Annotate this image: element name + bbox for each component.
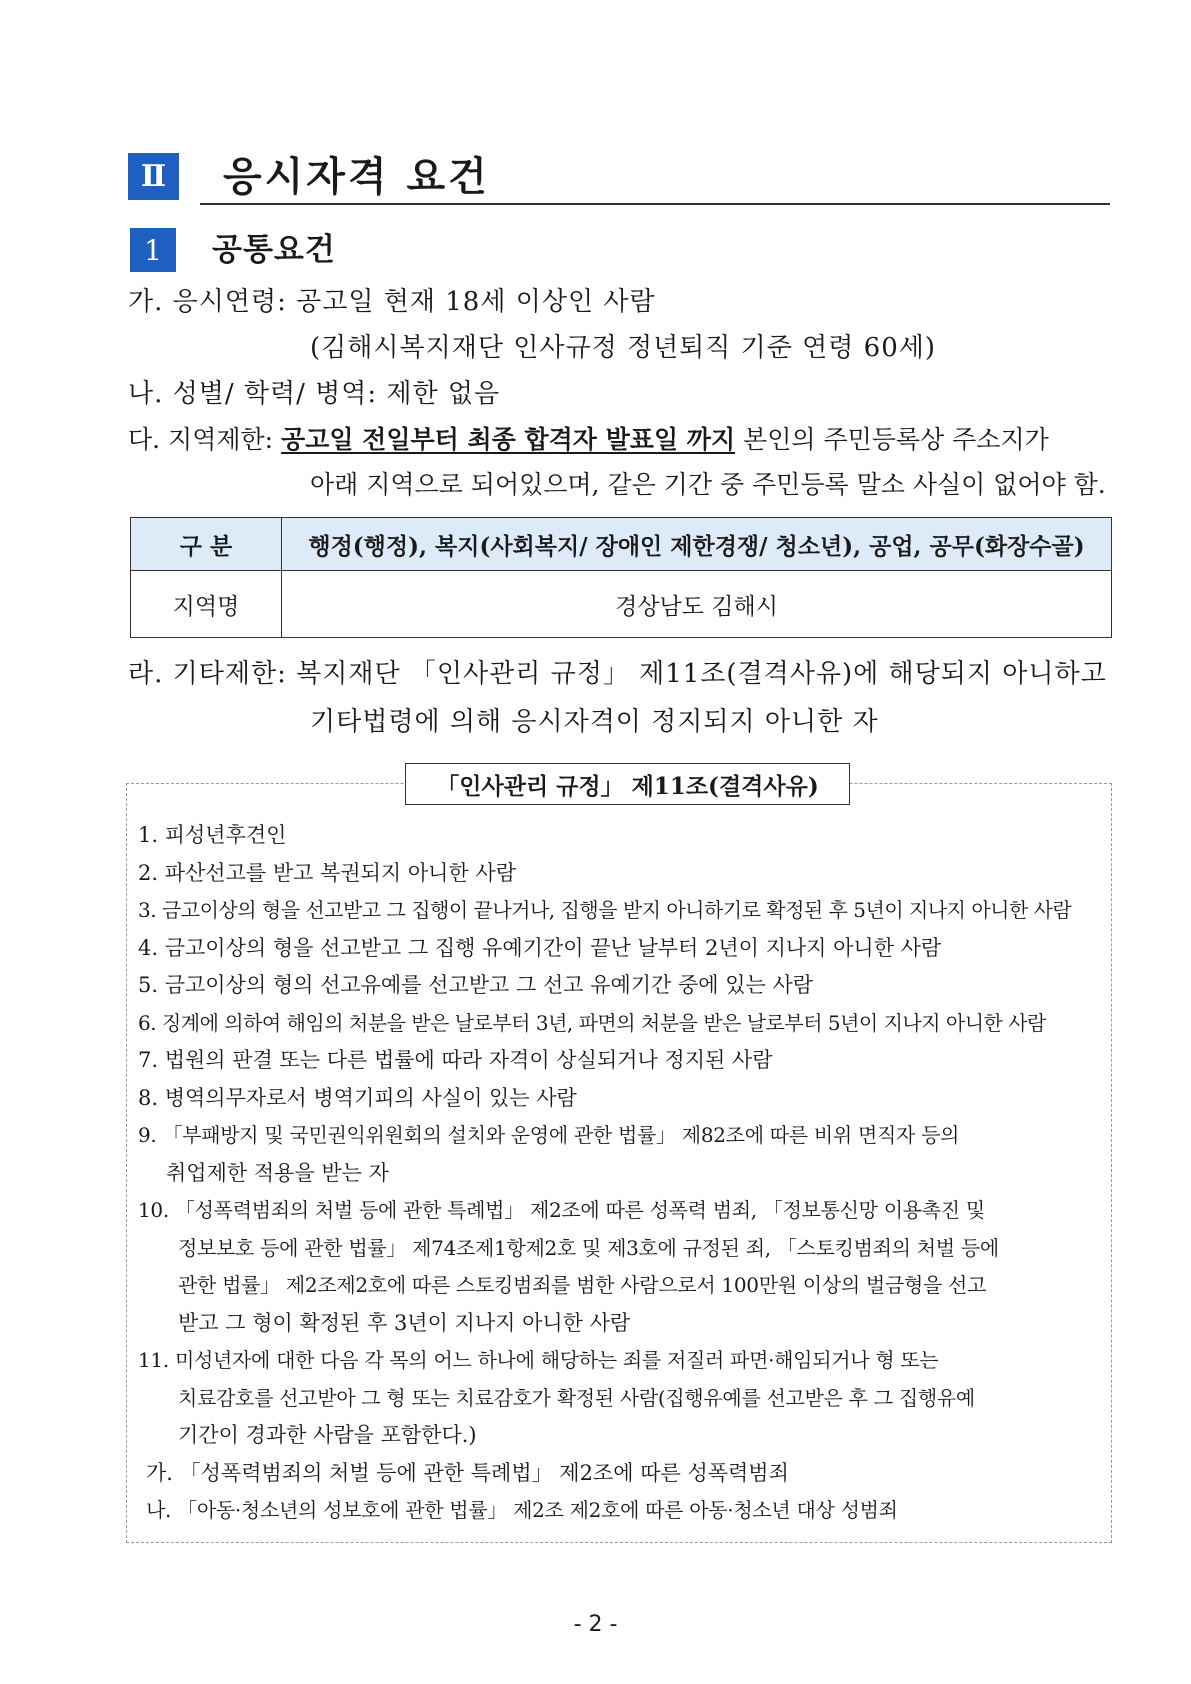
section-number-badge: Ⅱ [128, 153, 179, 200]
regulation-item: 9. 「부패방지 및 국민권익위원회의 설치와 운영에 관한 법률」 제82조에 따른 비위 면직자 등의 [138, 1123, 960, 1147]
regulation-item: 10. 「성폭력범죄의 처벌 등에 관한 특례법」 제2조에 따른 성폭력 범죄, 「정보통신망 이용촉진 및 [138, 1198, 985, 1222]
other-requirement: 라. 기타제한: 복지재단 「인사관리 규정」 제11조(결격사유)에 해당되지 아니하고 [128, 659, 1107, 689]
page-number: - 2 - [573, 1612, 618, 1637]
region-period-underlined: 공고일 전일부터 최종 합격자 발표일 까지 [281, 425, 736, 454]
regulation-title: 「인사관리 규정」 제11조(결격사유) [405, 763, 850, 805]
regulation-subitem: 가. 「성폭력범죄의 처벌 등에 관한 특례법」 제2조에 따른 성폭력범죄 [146, 1461, 789, 1485]
gender-requirement: 나. 성별/ 학력/ 병역: 제한 없음 [128, 379, 501, 409]
section-header [128, 150, 1110, 204]
other-requirement-line2: 기타법령에 의해 응시자격이 정지되지 아니한 자 [310, 707, 879, 737]
subsection-number-badge: 1 [130, 228, 176, 272]
regulation-item-cont: 관한 법률」 제2조제2호에 따른 스토킹범죄를 범한 사람으로서 100만원 이상의 벌금형을 선고 [178, 1273, 987, 1297]
age-note: (김해시복지재단 인사규정 정년퇴직 기준 연령 60세) [310, 333, 937, 363]
region-table-header [131, 518, 1112, 571]
regulation-item: 1. 피성년후견인 [138, 823, 287, 847]
regulation-item: 5. 금고이상의 형의 선고유예를 선고받고 그 선고 유예기간 중에 있는 사람 [138, 973, 814, 997]
section-divider [200, 203, 1110, 205]
region-requirement: 다. 지역제한: 공고일 전일부터 최종 합격자 발표일 까지 본인의 주민등록상 주소지가 [128, 425, 1049, 454]
regulation-subitem: 나. 「아동·청소년의 성보호에 관한 법률」 제2조 제2호에 따른 아동·청소년 대상 성범죄 [146, 1498, 898, 1522]
region-table-cell: 경상남도 김해시 [282, 571, 1112, 638]
regulation-item-cont: 치료감호를 선고받아 그 형 또는 치료감호가 확정된 사람(집행유예를 선고받은 후 그 집행유예 [178, 1386, 975, 1410]
regulation-item: 4. 금고이상의 형을 선고받고 그 집행 유예기간이 끝난 날부터 2년이 지나지 아니한 사람 [138, 936, 942, 960]
regulation-item-cont: 받고 그 형이 확정된 후 3년이 지나지 아니한 사람 [178, 1311, 631, 1335]
subsection-title: 공통요건 [212, 232, 336, 268]
region-table-header-cell: 구 분 [131, 518, 282, 571]
regulation-item-cont: 기간이 경과한 사람을 포함한다.) [178, 1423, 477, 1447]
region-table-cell: 지역명 [131, 571, 282, 638]
region-table-header-cell: 행정(행정), 복지(사회복지/ 장애인 제한경쟁/ 청소년), 공업, 공무(화장수골) [282, 518, 1112, 571]
regulation-item: 8. 병역의무자로서 병역기피의 사실이 있는 사람 [138, 1086, 577, 1110]
regulation-item: 11. 미성년자에 대한 다음 각 목의 어느 하나에 해당하는 죄를 저질러 파면·해임되거나 형 또는 [138, 1348, 939, 1372]
section-title: 응시자격 요건 [223, 154, 490, 200]
regulation-item: 7. 법원의 판결 또는 다른 법률에 따라 자격이 상실되거나 정지된 사람 [138, 1048, 773, 1072]
regulation-item: 3. 금고이상의 형을 선고받고 그 집행이 끝나거나, 집행을 받지 아니하기로 확정된 후 5년이 지나지 아니한 사람 [138, 898, 1072, 922]
age-requirement: 가. 응시연령: 공고일 현재 18세 이상인 사람 [128, 287, 656, 317]
regulation-item-cont: 정보보호 등에 관한 법률」 제74조제1항제2호 및 제3호에 규정된 죄, 「스토킹범죄의 처벌 등에 [178, 1236, 999, 1260]
regulation-item: 6. 징계에 의하여 해임의 처분을 받은 날로부터 3년, 파면의 처분을 받은 날로부터 5년이 지나지 아니한 사람 [138, 1011, 1046, 1035]
regulation-item-cont: 취업제한 적용을 받는 자 [166, 1161, 389, 1185]
region-requirement-line2: 아래 지역으로 되어있으며, 같은 기간 중 주민등록 말소 사실이 없어야 함. [310, 470, 1106, 499]
region-table [130, 517, 1112, 638]
regulation-item: 2. 파산선고를 받고 복권되지 아니한 사람 [138, 861, 516, 885]
region-table-row [131, 571, 1112, 638]
